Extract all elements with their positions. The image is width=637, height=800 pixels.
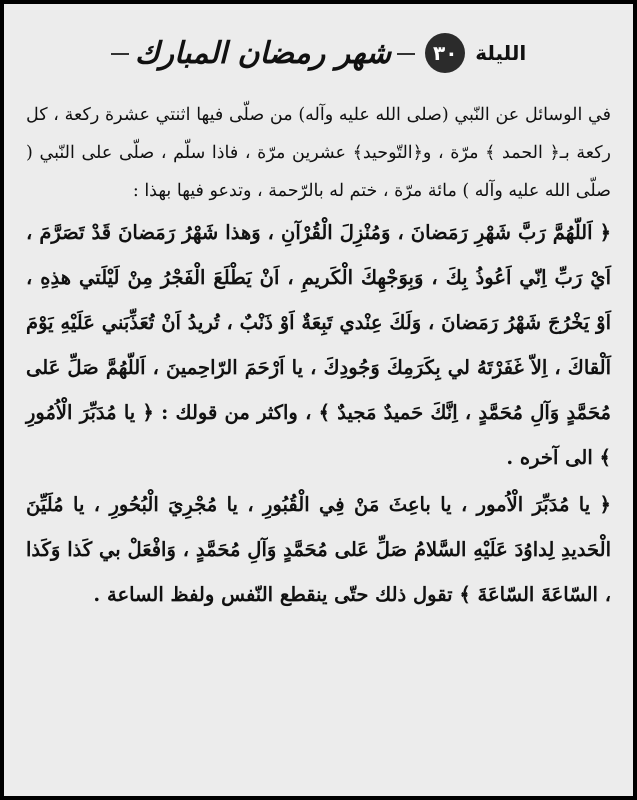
second-prayer-paragraph: ﴿ يا مُدَبِّرَ الْاُمور ، يا باعِثَ مَنْ فِي الْقُبُورِ ، يا مُجْرِيَ الْبُحُورِ ، يا مُلَيِّنَ الْحَديدِ لِداوُدَ عَلَيْهِ السَّلامُ صَلِّ عَلى مُحَمَّدٍ وَآلِ مُحَمَّدٍ ، وَافْعَلْ بي كَذا وَكَذا ، السّاعَةَ السّاعَةَ ﴾ تقول ذلك حتّى ينقطع النّفس ولفظ الساعة . <box>26 493 611 606</box>
prayer-paragraph: ﴿ اَللّهُمَّ رَبَّ شَهْرِ رَمَضانَ ، وَمُنْزِلَ الْقُرْآنِ ، وَهذا شَهْرُ رَمَضانَ قَدْ تَصَرَّمَ ، اَيْ رَبِّ اِنّي اَعُوذُ بِكَ ، وَبِوَجْهِكَ الْكَريمِ ، اَنْ يَطْلَعَ الْفَجْرُ مِنْ لَيْلَتي هذِهِ ، اَوْ يَخْرُجَ شَهْرُ رَمَضانَ ، وَلَكَ عِنْدي تَبِعَةٌ اَوْ ذَنْبٌ ، تُريدُ اَنْ تُعَذِّبَني عَلَيْهِ يَوْمَ اَلْقاكَ ، اِلاّ غَفَرْتَهُ لي بِكَرَمِكَ وَجُودِكَ ، يا اَرْحَمَ الرّاحِمينَ ، اَللّهُمَّ صَلِّ عَلى مُحَمَّدٍ وَآلِ مُحَمَّدٍ ، اِنَّكَ حَميدٌ مَجيدٌ ﴾ ، واكثر من قولك : ﴿ يا مُدَبِّرَ الْاُمُورِ ﴾ الى آخره . <box>26 221 611 469</box>
content-card <box>4 4 633 796</box>
night-label: الليلة <box>475 41 527 65</box>
intro-paragraph: في الوسائل عن النّبي (صلى الله عليه وآله) من صلّى فيها اثنتي عشرة ركعة ، كل ركعة بـ﴿ الحمد ﴾ مرّة ، و﴿التّوحيد﴾ عشرين مرّة ، فاذا سلّم ، صلّى على النّبي ( صلّى الله عليه وآله ) مائة مرّة ، ختم له بالرّحمة ، وتدعو فيها بهذا : <box>26 105 611 201</box>
body-text <box>26 96 611 617</box>
banner-title: شهر رمضان المبارك <box>111 36 415 71</box>
night-number-badge: ٣٠ <box>425 33 465 73</box>
page-header <box>4 18 633 88</box>
